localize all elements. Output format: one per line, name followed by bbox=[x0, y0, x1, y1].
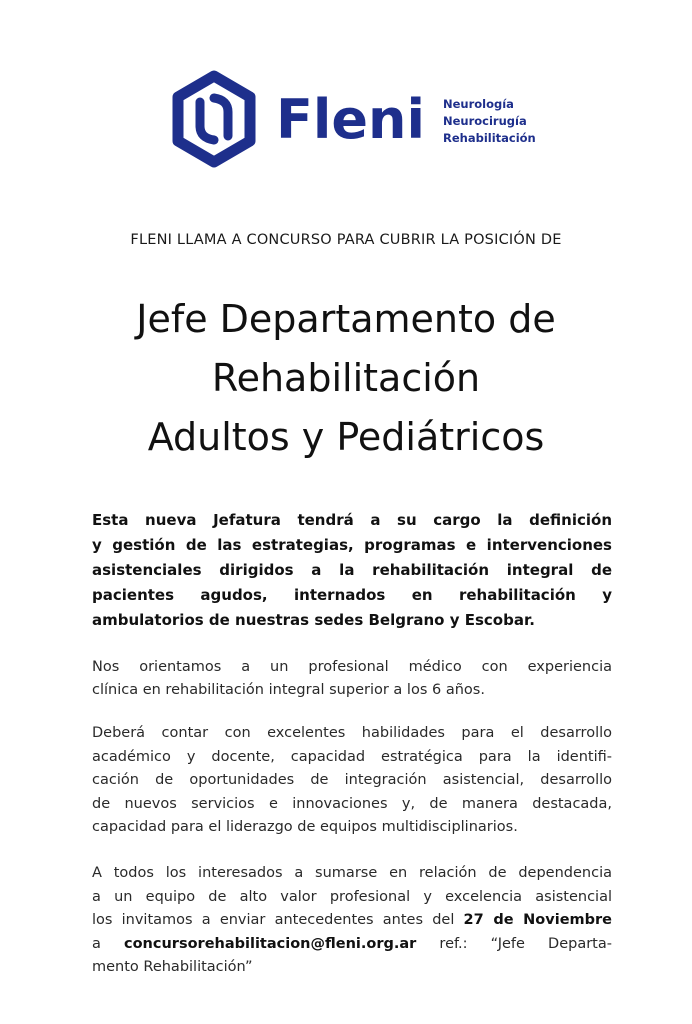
page-title bbox=[0, 290, 692, 467]
application-paragraph bbox=[92, 862, 612, 980]
deadline-date: 27 de Noviembre bbox=[463, 912, 612, 928]
skills-line-4: de nuevos servicios e innovaciones y, de manera destacada, bbox=[92, 795, 612, 812]
fleni-wordmark: Fleni bbox=[276, 88, 425, 151]
fleni-hexagon-icon bbox=[172, 70, 256, 168]
skills-line-3: cación de oportunidades de integración asistencial, desarrollo bbox=[92, 772, 612, 788]
application-line-1: A todos los interesados a sumarse en relación de dependencia bbox=[92, 865, 612, 881]
skills-line-2: académico y docente, capacidad estratégica para la identifi- bbox=[92, 748, 612, 765]
application-line-2: a un equipo de alto valor profesional y excelencia asistencial bbox=[92, 888, 612, 905]
call-line: FLENI LLAMA A CONCURSO PARA CUBRIR LA POSICIÓN DE bbox=[130, 232, 562, 248]
lead-line-1: Esta nueva Jefatura tendrá a su cargo la definición bbox=[92, 511, 612, 529]
tagline-neurologia: Neurología bbox=[442, 96, 514, 111]
title-line-3: Adultos y Pediátricos bbox=[147, 415, 545, 459]
contact-email-link[interactable]: concursorehabilitacion@fleni.org.ar bbox=[124, 935, 417, 952]
application-line-3-text: los invitamos a enviar antecedentes antes del bbox=[92, 912, 464, 928]
skills-paragraph bbox=[92, 722, 612, 840]
application-line-5: mento Rehabilitación” bbox=[92, 959, 253, 975]
profile-line-1: Nos orientamos a un profesional médico con experiencia bbox=[92, 659, 612, 675]
profile-line-2: clínica en rehabilitación integral superior a los 6 años. bbox=[92, 682, 485, 698]
skills-line-5: capacidad para el liderazgo de equipos multidisciplinarios. bbox=[92, 819, 518, 835]
lead-line-3: asistenciales dirigidos a la rehabilitación integral de bbox=[92, 561, 612, 579]
lead-line-4: pacientes agudos, internados en rehabilitación y bbox=[92, 586, 612, 604]
lead-line-2: y gestión de las estrategias, programas e intervenciones bbox=[92, 536, 612, 554]
lead-line-5: ambulatorios de nuestras sedes Belgrano y Escobar. bbox=[92, 611, 535, 629]
fleni-logo bbox=[172, 70, 536, 168]
application-line-3 bbox=[92, 909, 612, 933]
application-line-4-prefix: a bbox=[92, 935, 124, 952]
title-line-1: Jefe Departamento de bbox=[136, 297, 556, 341]
application-line-4 bbox=[92, 933, 612, 957]
lead-paragraph bbox=[92, 508, 612, 633]
tagline-rehabilitacion: Rehabilitación bbox=[442, 130, 536, 145]
profile-paragraph bbox=[92, 656, 612, 702]
skills-line-1: Deberá contar con excelentes habilidades para el desarrollo bbox=[92, 725, 612, 741]
title-line-2: Rehabilitación bbox=[211, 356, 481, 400]
application-line-4-ref: ref.: “Jefe Departa- bbox=[416, 935, 612, 952]
logo-tagline bbox=[443, 96, 536, 147]
tagline-neurocirugia: Neurocirugía bbox=[442, 113, 527, 128]
